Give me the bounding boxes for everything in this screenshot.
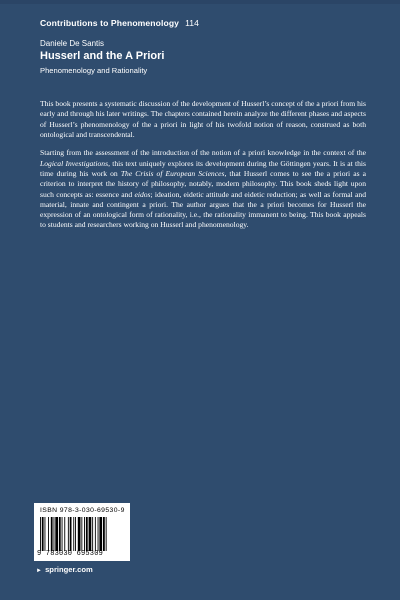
publisher-link[interactable] (36, 565, 93, 574)
barcode-bar (70, 517, 72, 551)
blurb-p2-italic-logical-investigations: Logical Investigations (40, 158, 109, 168)
barcode-bar (40, 517, 41, 551)
blurb-p2-italic-crisis: The Crisis of European Sciences (120, 168, 225, 178)
barcode-digits: 9 783030 695309 (37, 550, 104, 558)
barcode-bar (98, 517, 99, 551)
blurb-p2-text-a: Starting from the assessment of the introduction of the notion of a priori knowledge in the context of the (40, 148, 366, 158)
blurb-p2-text-e: , that Husserl comes to see the a priori as a criterion to interpret the history of philosophy, notably, modern philosophy. This book sheds light upon such concepts as: essence and (40, 168, 366, 199)
barcode-bar (75, 517, 76, 551)
barcode-bar (42, 517, 44, 551)
barcode-icon (40, 517, 124, 551)
barcode-bar (59, 517, 61, 551)
series-number: 114 (185, 18, 200, 28)
barcode-bar (62, 517, 63, 551)
blurb-paragraph-1: This book presents a systematic discussion of the development of Husserl’s concept of the a priori from his early and through his later writings. The chapters contained herein analyze the different phases and aspects of Husserl’s phenomenology of the a priori in light of his twofold notion of reason, construed as both ontological and transcendental. (40, 99, 366, 139)
barcode-bar (81, 517, 82, 551)
author-name: Daniele De Santis (40, 39, 105, 48)
blurb (40, 99, 366, 239)
book-subtitle: Phenomenology and Rationality (40, 66, 148, 75)
top-band (0, 0, 400, 4)
blurb-p2-text-c: , this text uniquely explores its development during the Göttingen years. It is at this time during his work on (40, 158, 366, 178)
blurb-p2-italic-eidos: eidos (134, 189, 151, 199)
barcode-bar (55, 517, 58, 551)
barcode-bar (92, 517, 93, 551)
barcode-bar (103, 517, 105, 551)
barcode-bar (54, 517, 55, 551)
barcode-bar (99, 517, 102, 551)
publisher-url: springer.com (45, 565, 93, 574)
barcode-bar (95, 517, 96, 551)
barcode-bar (64, 517, 65, 551)
barcode-bar (45, 517, 46, 551)
barcode-bar (51, 517, 53, 551)
barcode-bar (106, 517, 107, 551)
isbn-label: ISBN 978-3-030-69530-9 (40, 507, 125, 514)
arrow-icon: ► (36, 568, 42, 574)
series-name: Contributions to Phenomenology (40, 18, 180, 28)
series-line (40, 18, 199, 28)
book-title: Husserl and the A Priori (40, 50, 165, 62)
barcode-bar (84, 517, 85, 551)
barcode-bar (86, 517, 88, 551)
barcode-bar (48, 517, 49, 551)
barcode-bar (68, 517, 69, 551)
blurb-paragraph-2 (40, 148, 366, 231)
barcode-bar (73, 517, 74, 551)
barcode-bar (89, 517, 92, 551)
blurb-p2-text-g: ; ideation, eidetic attitude and eidetic reduction; as well as formal and material, innate and contingent a priori. The author argues that the a priori becomes for Husserl the expression of an ontological form of rationality, i.e., the rationality immanent to being. This book appeals to students and researchers working on Husserl and phenomenology. (40, 189, 366, 230)
barcode-bar (78, 517, 81, 551)
barcode-panel (34, 503, 130, 561)
